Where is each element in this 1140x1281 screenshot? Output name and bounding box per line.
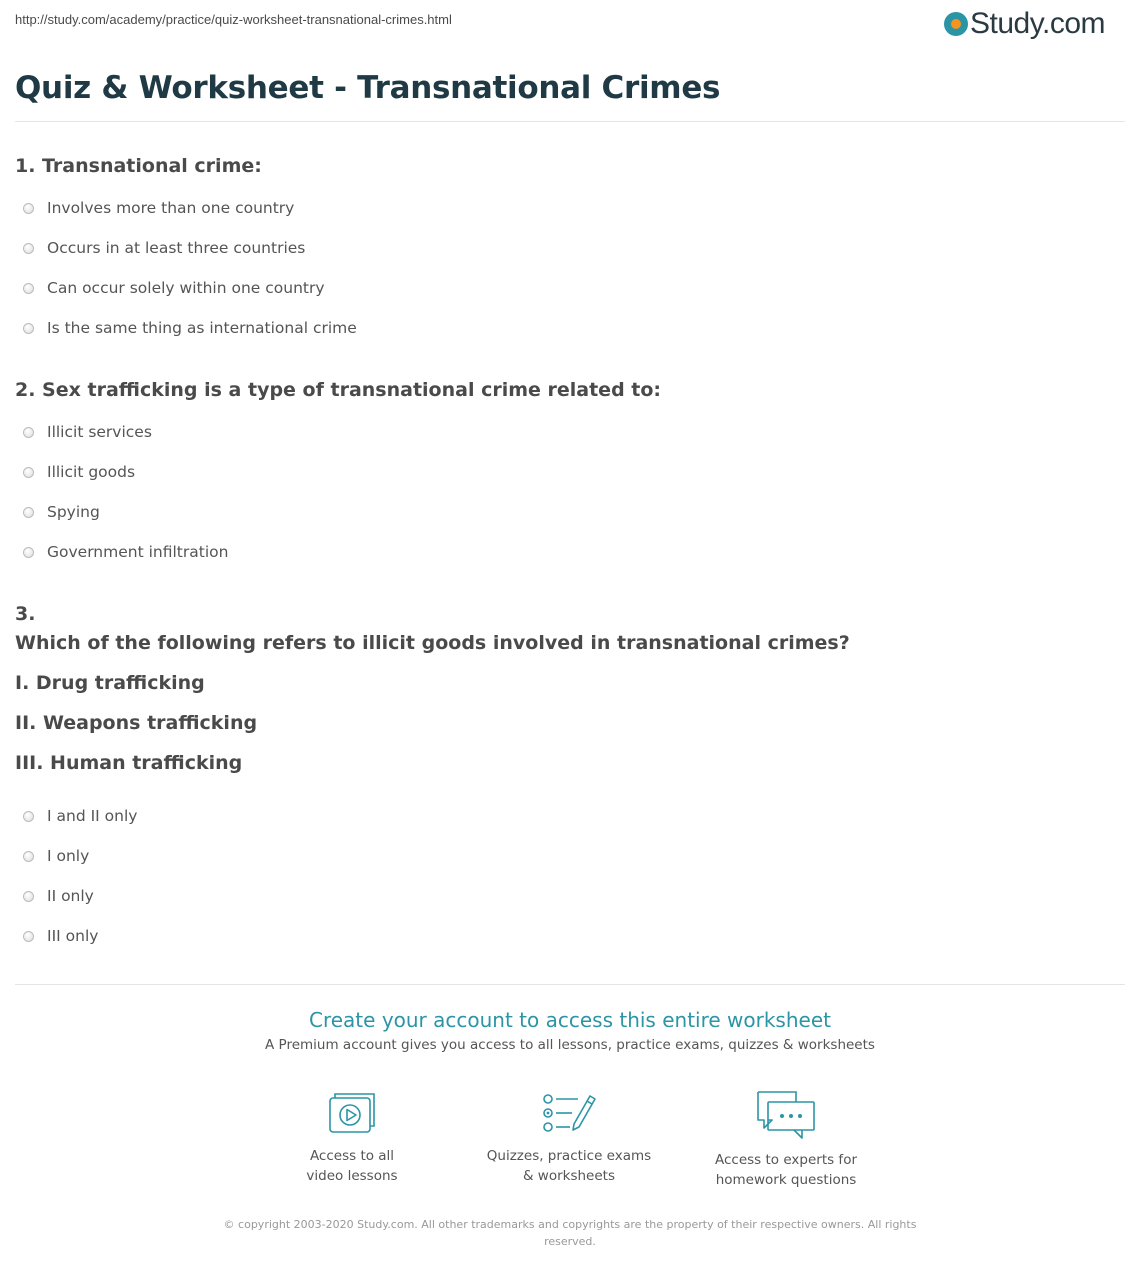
question-3-prompt: Which of the following refers to illicit goods involved in transnational crimes? [15, 632, 850, 654]
radio-button[interactable] [23, 851, 34, 862]
feature-label [686, 1150, 886, 1190]
question-2-choice-a[interactable] [23, 421, 152, 443]
feature-label-line-2: homework questions [715, 1172, 857, 1188]
question-3-choice-b[interactable] [23, 845, 89, 867]
choice-label: Illicit services [47, 423, 152, 441]
question-1-choice-b[interactable] [23, 237, 305, 259]
choice-label: Involves more than one country [47, 199, 295, 217]
radio-button[interactable] [23, 467, 34, 478]
choice-label: Illicit goods [47, 463, 136, 481]
choice-label: III only [47, 927, 99, 945]
radio-button[interactable] [23, 547, 34, 558]
title-divider [15, 121, 1125, 122]
choice-label: II only [47, 887, 94, 905]
question-3-choice-c[interactable] [23, 885, 94, 907]
radio-button[interactable] [23, 931, 34, 942]
feature-label-line-2: & worksheets [522, 1168, 615, 1184]
choice-label: Spying [47, 503, 100, 521]
question-2-choice-d[interactable] [23, 541, 228, 563]
choice-label: Is the same thing as international crime [47, 319, 357, 337]
question-3-statement-2: II. Weapons trafficking [15, 712, 258, 734]
copyright-notice [215, 1216, 925, 1250]
page-title: Quiz & Worksheet - Transnational Crimes [15, 70, 721, 106]
radio-button[interactable] [23, 203, 34, 214]
copyright-line-2: reserved. [544, 1235, 596, 1248]
choice-label: Can occur solely within one country [47, 279, 325, 297]
radio-button[interactable] [23, 283, 34, 294]
question-2-choice-c[interactable] [23, 501, 100, 523]
page-url: http://study.com/academy/practice/quiz-worksheet-transnational-crimes.html [15, 12, 452, 27]
cta-divider [15, 984, 1125, 985]
radio-button[interactable] [23, 811, 34, 822]
radio-button[interactable] [23, 427, 34, 438]
radio-button[interactable] [23, 891, 34, 902]
choice-label: I only [47, 847, 90, 865]
create-account-link[interactable]: Create your account to access this entire worksheet [309, 1008, 831, 1032]
question-1-title: 1. Transnational crime: [15, 155, 262, 177]
choice-label: Government infiltration [47, 543, 229, 561]
feature-video-lessons [252, 1090, 452, 1186]
cta-subtitle: A Premium account gives you access to all lessons, practice exams, quizzes & worksheets [265, 1037, 875, 1053]
choice-label: I and II only [47, 807, 138, 825]
question-1-choice-a[interactable] [23, 197, 294, 219]
study-logo[interactable] [944, 7, 1105, 41]
radio-button[interactable] [23, 323, 34, 334]
question-3-choice-a[interactable] [23, 805, 137, 827]
question-1-choice-c[interactable] [23, 277, 325, 299]
question-3-number: 3. [15, 603, 36, 625]
feature-label [252, 1146, 452, 1186]
copyright-line-1: © copyright 2003-2020 Study.com. All other trademarks and copyrights are the property of their respective owners. All rights [223, 1218, 917, 1231]
feature-label-line-1: Quizzes, practice exams [486, 1148, 652, 1164]
question-1-choice-d[interactable] [23, 317, 357, 339]
page-header [0, 0, 1140, 44]
question-2-title: 2. Sex trafficking is a type of transnational crime related to: [15, 379, 662, 401]
study-logo-icon [944, 12, 968, 36]
video-lessons-icon [326, 1090, 378, 1138]
quiz-checklist-icon [540, 1090, 598, 1138]
question-3-choice-d[interactable] [23, 925, 98, 947]
question-2-choice-b[interactable] [23, 461, 135, 483]
feature-label-line-1: Access to all [309, 1148, 395, 1164]
question-3-statement-3: III. Human trafficking [15, 752, 243, 774]
choice-label: Occurs in at least three countries [47, 239, 306, 257]
radio-button[interactable] [23, 243, 34, 254]
feature-experts [686, 1090, 886, 1190]
question-3-statement-1: I. Drug trafficking [15, 672, 205, 694]
feature-label [469, 1146, 669, 1186]
radio-button[interactable] [23, 507, 34, 518]
feature-label-line-2: video lessons [306, 1168, 398, 1184]
feature-label-line-1: Access to experts for [714, 1152, 857, 1168]
feature-quizzes [469, 1090, 669, 1186]
study-logo-text: Study.com [970, 7, 1105, 40]
chat-bubbles-icon [754, 1090, 818, 1142]
